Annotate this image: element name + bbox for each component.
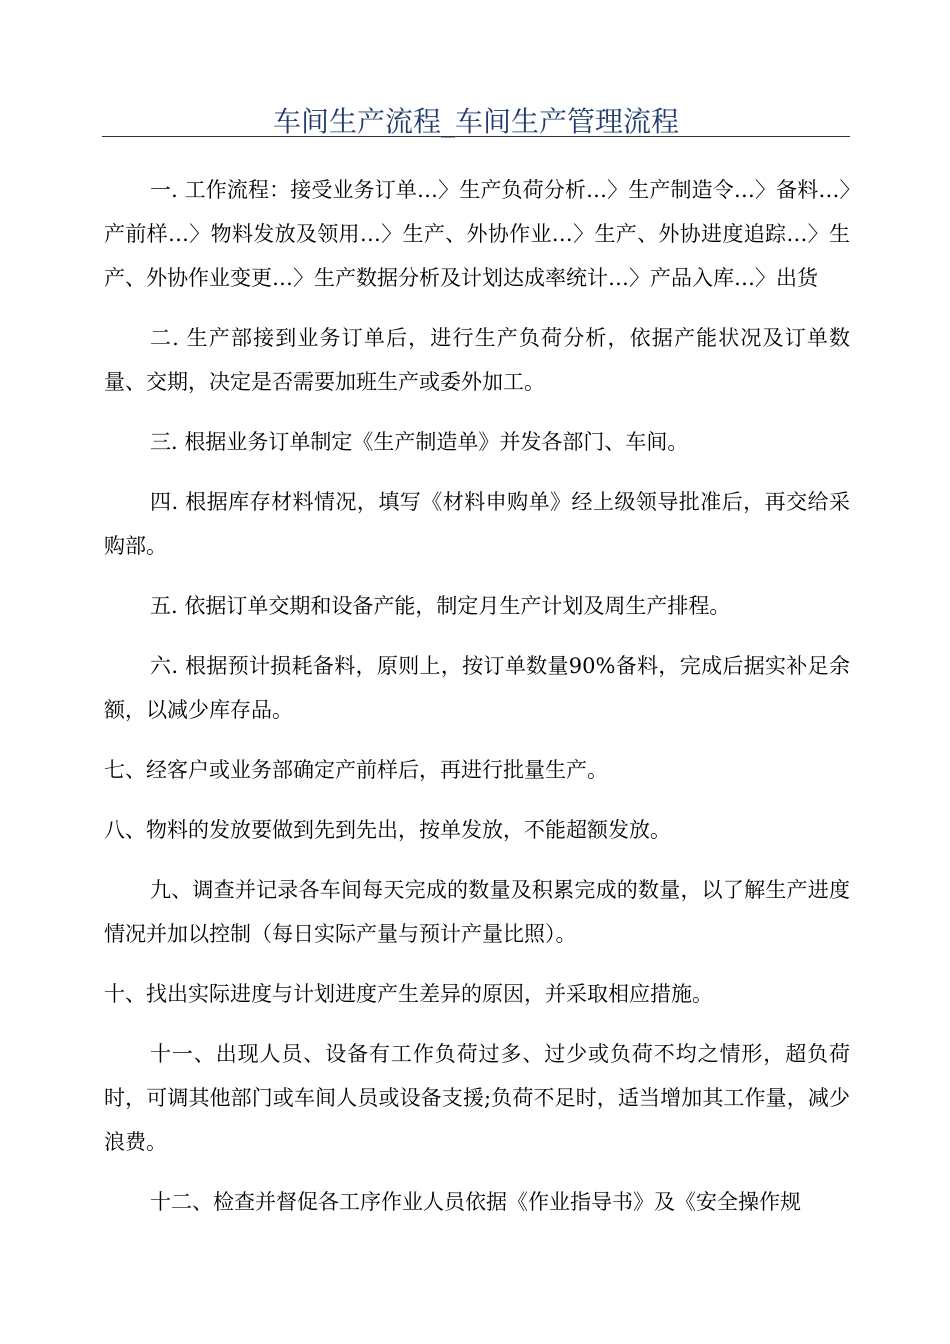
paragraph-6: 六. 根据预计损耗备料，原则上，按订单数量90%备料，完成后据实补足余额，以减少库存品。 <box>104 654 850 722</box>
paragraph-12: 十二、检查并督促各工序作业人员依据《作业指导书》及《安全操作规 <box>150 1190 801 1214</box>
paragraph-7: 七、经客户或业务部确定产前样后，再进行批量生产。 <box>104 758 608 782</box>
paragraph-10: 十、找出实际进度与计划进度产生差异的原因，并采取相应措施。 <box>104 982 713 1006</box>
paragraph-1: 一. 工作流程：接受业务订单…〉生产负荷分析…〉生产制造令…〉备料…〉产前样…〉物料发放及领用…〉生产、外协作业…〉生产、外协进度追踪…〉生产、外协作业变更…〉生产数据分析及计划达成率统计…〉产品入库…〉出货 <box>104 178 850 290</box>
paragraph-4: 四. 根据库存材料情况，填写《材料申购单》经上级领导批准后，再交给采购部。 <box>104 490 850 558</box>
title-underline <box>102 136 850 137</box>
document-title: 车间生产流程_车间生产管理流程 <box>272 105 679 138</box>
document-body <box>104 168 850 1240</box>
paragraph-8: 八、物料的发放要做到先到先出，按单发放，不能超额发放。 <box>104 818 671 842</box>
paragraph-2: 二. 生产部接到业务订单后，进行生产负荷分析，依据产能状况及订单数量、交期，决定是否需要加班生产或委外加工。 <box>104 326 850 394</box>
paragraph-5: 五. 依据订单交期和设备产能，制定月生产计划及周生产排程。 <box>150 594 731 618</box>
paragraph-9: 九、调查并记录各车间每天完成的数量及积累完成的数量，以了解生产进度情况并加以控制（每日实际产量与预计产量比照）。 <box>104 878 850 946</box>
paragraph-3: 三. 根据业务订单制定《生产制造单》并发各部门、车间。 <box>150 430 689 454</box>
paragraph-11: 十一、出现人员、设备有工作负荷过多、过少或负荷不均之情形，超负荷时，可调其他部门或车间人员或设备支援;负荷不足时，适当增加其工作量，减少浪费。 <box>104 1042 850 1154</box>
